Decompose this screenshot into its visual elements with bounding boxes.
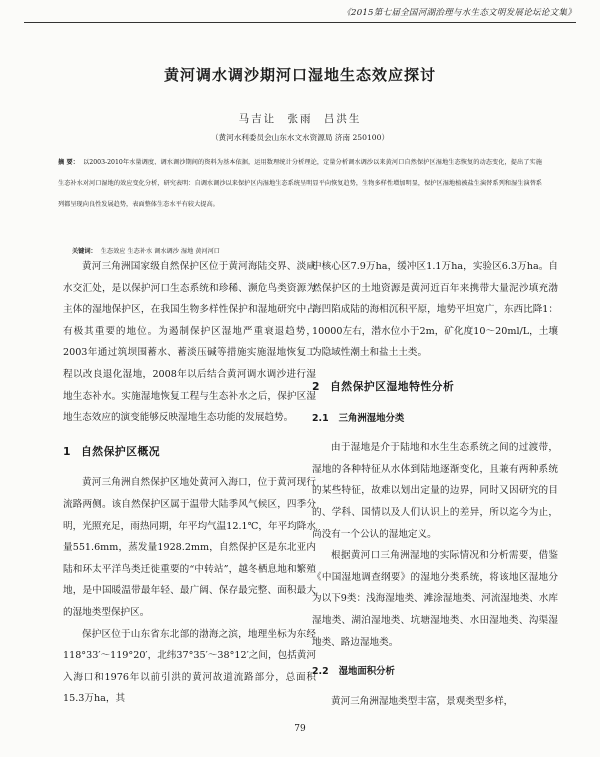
abstract (58, 152, 542, 215)
subsection-2-1-title: 三角洲湿地分类 (338, 412, 405, 424)
subsection-2-2-title: 湿地面积分析 (338, 666, 395, 678)
section-2-title: 自然保护区湿地特性分析 (330, 379, 455, 393)
abstract-text: 以2003-2010年水量调度、调水调沙期间的资料为基本依据，运用数理统计分析理论，定量分析调水调沙以来黄河口自然保护区湿地生态恢复的动态变化，提出了实施生态补水对河口湿地的效应变化分析，研究表明：自调水调沙以来保护区内湿地生态系统呈明显平向恢复趋势，生物多样性增加明显，保护区湿地植被盐生演替系列和湿生演替系列都呈现向良性发展趋势，表面整体生态水平有较大提高。 (58, 159, 542, 208)
right-column (312, 256, 558, 712)
affiliation: （黄河水利委员会山东水文水资源局 济南 250100） (210, 133, 390, 142)
subsection-2-1-paragraph-1: 由于湿地是介于陆地和水生生态系统之间的过渡带，湿地的各种特征从水体到陆地逐渐变化，且兼有两种系统的某些特征，故难以划出定量的边界，同时又因研究的目的、学科、国情以及人们认识上的差异，所以迄今为止，尚没有一个公认的湿地定义。 (312, 442, 558, 540)
subsection-2-1-paragraph-2: 根据黄河口三角洲湿地的实际情况和分析需要，借鉴《中国湿地调查纲要》的湿地分类系统，将该地区湿地分为以下9类：浅海湿地类、滩涂湿地类、河流湿地类、水库湿地类、湖泊湿地类、坑塘湿地类、水田湿地类、沟渠湿地类、路边湿地类。 (312, 550, 558, 648)
intro-paragraph: 黄河三角洲国家级自然保护区位于黄河海陆交界、淡咸水交汇处，是以保护河口生态系统和珍稀、濒危鸟类资源为主体的湿地保护区，在我国生物多样性保护和湿地研究中占有极其重要的地位。为遏制保护区湿地严重衰退趋势，2003年通过筑坝围蓄水、蓄淡压碱等措施实施湿地恢复工程以改良退化湿地，2008年以后结合黄河调水调沙进行湿地生态补水。实施湿地恢复工程与生态补水之后，保护区湿地生态效应的演变能够反映湿地生态功能的发展趋势。 (63, 261, 316, 424)
header-rule (24, 22, 576, 23)
section-1-heading (63, 441, 316, 463)
section-2-heading (312, 376, 558, 398)
section-1-number: 1 (63, 444, 72, 458)
abstract-label: 摘 要： (58, 159, 79, 166)
running-head: 《2015第七届全国河湖治理与水生态文明发展论坛论文集》 (342, 8, 576, 18)
keywords-text: 生态效应 生态补水 调水调沙 湿地 黄河河口 (100, 248, 220, 255)
subsection-2-2-heading (312, 661, 558, 683)
paper-title: 黄河调水调沙期河口湿地生态效应探讨 (163, 66, 436, 84)
authors: 马吉让 张雨 吕洪生 (238, 113, 362, 125)
keywords-label: 关键词： (72, 248, 97, 255)
section-1-title: 自然保护区概况 (81, 444, 161, 458)
subsection-2-1-number: 2.1 (312, 412, 329, 424)
subsection-2-2-paragraph-1: 黄河三角洲湿地类型丰富，景观类型多样， (331, 695, 514, 707)
subsection-2-2-number: 2.2 (312, 666, 329, 678)
page-number: 79 (294, 724, 306, 734)
section-2-number: 2 (312, 379, 321, 393)
subsection-2-1-heading (312, 408, 558, 430)
continued-paragraph: 中核心区7.9万ha，缓冲区1.1万ha，实验区6.3万ha。自然保护区的土地资源是黄河近百年来携带大量泥沙填充渤海凹陷成陆的海相沉积平原，地势平坦宽广，东西比降1：10000左右，潜水位小于2m，矿化度10～20ml/L，土壤为隐域性潮土和盐土土类。 (312, 261, 558, 359)
section-1-paragraph-1: 黄河三角洲自然保护区地处黄河入海口，位于黄河现行流路两侧。该自然保护区属于温带大陆季风气候区，四季分明，光照充足，雨热同期，年平均气温12.1℃，年平均降水量551.6mm，蒸发量1928.2mm，自然保护区是东北亚内陆和环太平洋鸟类迁徙重要的“中转站”，越冬栖息地和繁殖地，是中国暖温带最年轻、最广阔、保存最完整、面积最大的湿地类型保护区。 (63, 477, 316, 618)
section-1-paragraph-2: 保护区位于山东省东北部的渤海之滨，地理坐标为东经118°33′～119°20′，北纬37°35′～38°12′之间，包括黄河入海口和1976年以前引洪的黄河故道流路部分，总面积15.3万ha，其 (63, 628, 316, 705)
left-column (63, 256, 316, 710)
keywords (72, 246, 542, 255)
